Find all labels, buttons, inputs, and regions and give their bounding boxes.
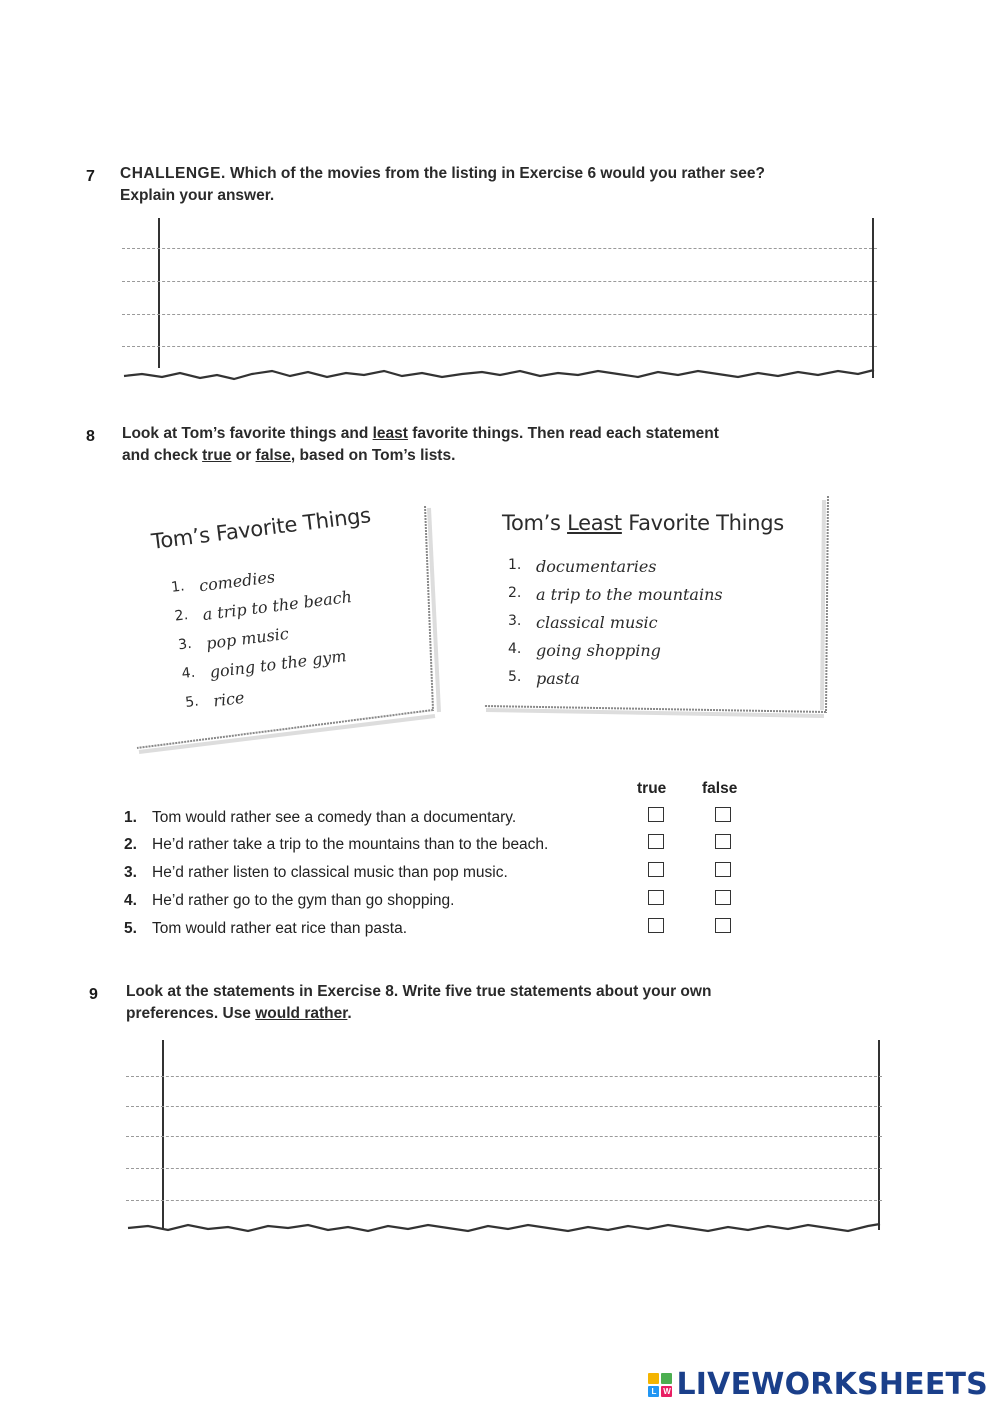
- least-item-text: classical music: [536, 613, 658, 632]
- favorite-item-number: 4.: [180, 664, 197, 683]
- least-card-title-a: Tom’s: [502, 511, 568, 535]
- exercise-9-line2-a: preferences. Use: [126, 1005, 256, 1022]
- exercise-9-writing-area[interactable]: [126, 1040, 882, 1240]
- least-item-number: 1.: [508, 557, 522, 573]
- statement-number: 5.: [124, 920, 137, 937]
- favorite-item-text: pop music: [205, 623, 290, 653]
- least-item: [508, 613, 784, 641]
- writing-line: [122, 248, 877, 249]
- statement-row: [124, 836, 548, 854]
- statement-number: 2.: [124, 836, 137, 853]
- favorite-item-number: 2.: [173, 607, 189, 625]
- statement-row: [124, 920, 407, 938]
- torn-paper-edge: [122, 362, 877, 384]
- statement-5-false-checkbox[interactable]: [715, 918, 731, 933]
- statement-row: [124, 864, 508, 882]
- least-item-number: 4.: [508, 641, 522, 657]
- right-edge-line: [878, 1040, 880, 1230]
- exercise-7-number: 7: [86, 168, 95, 185]
- statement-text: He’d rather go to the gym than go shopping.: [152, 892, 455, 909]
- statement-row: [124, 892, 454, 910]
- liveworksheets-logo-icon: [648, 1373, 672, 1397]
- statement-text: He’d rather take a trip to the mountains than to the beach.: [152, 836, 549, 853]
- liveworksheets-brand: [648, 1367, 988, 1402]
- favorite-things-card: [150, 503, 393, 725]
- statement-2-false-checkbox[interactable]: [715, 834, 731, 849]
- favorite-item-number: 3.: [177, 635, 193, 654]
- writing-line: [126, 1106, 882, 1107]
- logo-square-l: L: [648, 1386, 659, 1397]
- least-item-text: going shopping: [536, 641, 661, 660]
- statement-number: 3.: [124, 864, 137, 881]
- logo-square: [661, 1373, 672, 1384]
- statement-1-false-checkbox[interactable]: [715, 807, 731, 822]
- exercise-8-line1-b: favorite things. Then read each statement: [407, 425, 719, 442]
- writing-line: [122, 346, 877, 347]
- statement-text: Tom would rather eat rice than pasta.: [152, 920, 408, 937]
- statement-4-false-checkbox[interactable]: [715, 890, 731, 905]
- writing-line: [122, 281, 877, 282]
- statement-row: [124, 809, 516, 827]
- exercise-9-number: 9: [89, 986, 98, 1003]
- favorite-item-number: 1.: [170, 578, 186, 596]
- exercise-9-prompt: [126, 981, 866, 1025]
- exercise-8-line2-a: and check: [122, 447, 203, 464]
- exercise-8-line2-b: , based on Tom’s lists.: [290, 447, 456, 464]
- favorite-item-text: rice: [212, 687, 246, 711]
- least-card-title-underlined: Least: [567, 511, 622, 535]
- writing-line: [126, 1076, 882, 1077]
- least-item-number: 3.: [508, 613, 522, 629]
- writing-line: [126, 1136, 882, 1137]
- least-item-number: 2.: [508, 585, 522, 601]
- least-item-text: pasta: [536, 669, 580, 688]
- statement-number: 4.: [124, 892, 137, 909]
- statement-text: He’d rather listen to classical music than pop music.: [152, 864, 508, 881]
- true-column-header: true: [637, 780, 667, 797]
- favorite-card-title: Tom’s Favorite Things: [150, 503, 372, 554]
- least-item: [508, 641, 784, 669]
- exercise-8-false-word: false: [255, 447, 291, 464]
- least-card-title: [502, 511, 784, 535]
- least-favorite-things-card: [502, 511, 784, 697]
- statement-3-true-checkbox[interactable]: [648, 862, 664, 877]
- statement-5-true-checkbox[interactable]: [648, 918, 664, 933]
- false-column-header: false: [702, 780, 738, 797]
- writing-line: [122, 314, 877, 315]
- logo-square: [648, 1373, 659, 1384]
- favorite-item-text: a trip to the beach: [201, 586, 353, 625]
- least-card-title-b: Favorite Things: [621, 511, 784, 535]
- torn-paper-edge: [126, 1216, 882, 1238]
- right-edge-line: [872, 218, 874, 378]
- favorite-item-text: comedies: [198, 567, 277, 596]
- margin-line: [162, 1040, 164, 1230]
- least-item-number: 5.: [508, 669, 522, 685]
- exercise-9-underlined-phrase: would rather: [255, 1005, 348, 1022]
- exercise-9-line1: Look at the statements in Exercise 8. Write five true statements about your own: [126, 983, 712, 1000]
- exercise-8-number: 8: [86, 428, 95, 445]
- least-item-text: a trip to the mountains: [536, 585, 723, 604]
- challenge-label: CHALLENGE.: [120, 165, 226, 182]
- least-item: [508, 669, 784, 697]
- least-item: [508, 557, 784, 585]
- exercise-7-prompt-line2: Explain your answer.: [120, 187, 275, 204]
- exercise-8-line2-mid: or: [231, 447, 256, 464]
- favorite-item-number: 5.: [184, 693, 200, 711]
- favorite-item-text: going to the gym: [208, 646, 348, 682]
- exercise-8-prompt: [122, 423, 862, 467]
- exercise-7-writing-area[interactable]: [122, 218, 877, 388]
- statement-number: 1.: [124, 809, 137, 826]
- writing-line: [126, 1200, 882, 1201]
- exercise-9-line2-b: .: [347, 1005, 352, 1022]
- statement-text: Tom would rather see a comedy than a documentary.: [152, 809, 517, 826]
- statement-1-true-checkbox[interactable]: [648, 807, 664, 822]
- least-item-text: documentaries: [536, 557, 657, 576]
- exercise-7-prompt-line1: Which of the movies from the listing in Exercise 6 would you rather see?: [225, 165, 765, 182]
- least-item: [508, 585, 784, 613]
- statement-2-true-checkbox[interactable]: [648, 834, 664, 849]
- statement-3-false-checkbox[interactable]: [715, 862, 731, 877]
- writing-line: [126, 1168, 882, 1169]
- statement-4-true-checkbox[interactable]: [648, 890, 664, 905]
- brand-text: LIVEWORKSHEETS: [676, 1367, 988, 1402]
- exercise-8-true-word: true: [202, 447, 232, 464]
- exercise-7-prompt: [120, 163, 860, 207]
- exercise-8-line1-a: Look at Tom’s favorite things and: [122, 425, 373, 442]
- exercise-8-line1-underlined: least: [372, 425, 408, 442]
- logo-square-w: W: [663, 1386, 671, 1396]
